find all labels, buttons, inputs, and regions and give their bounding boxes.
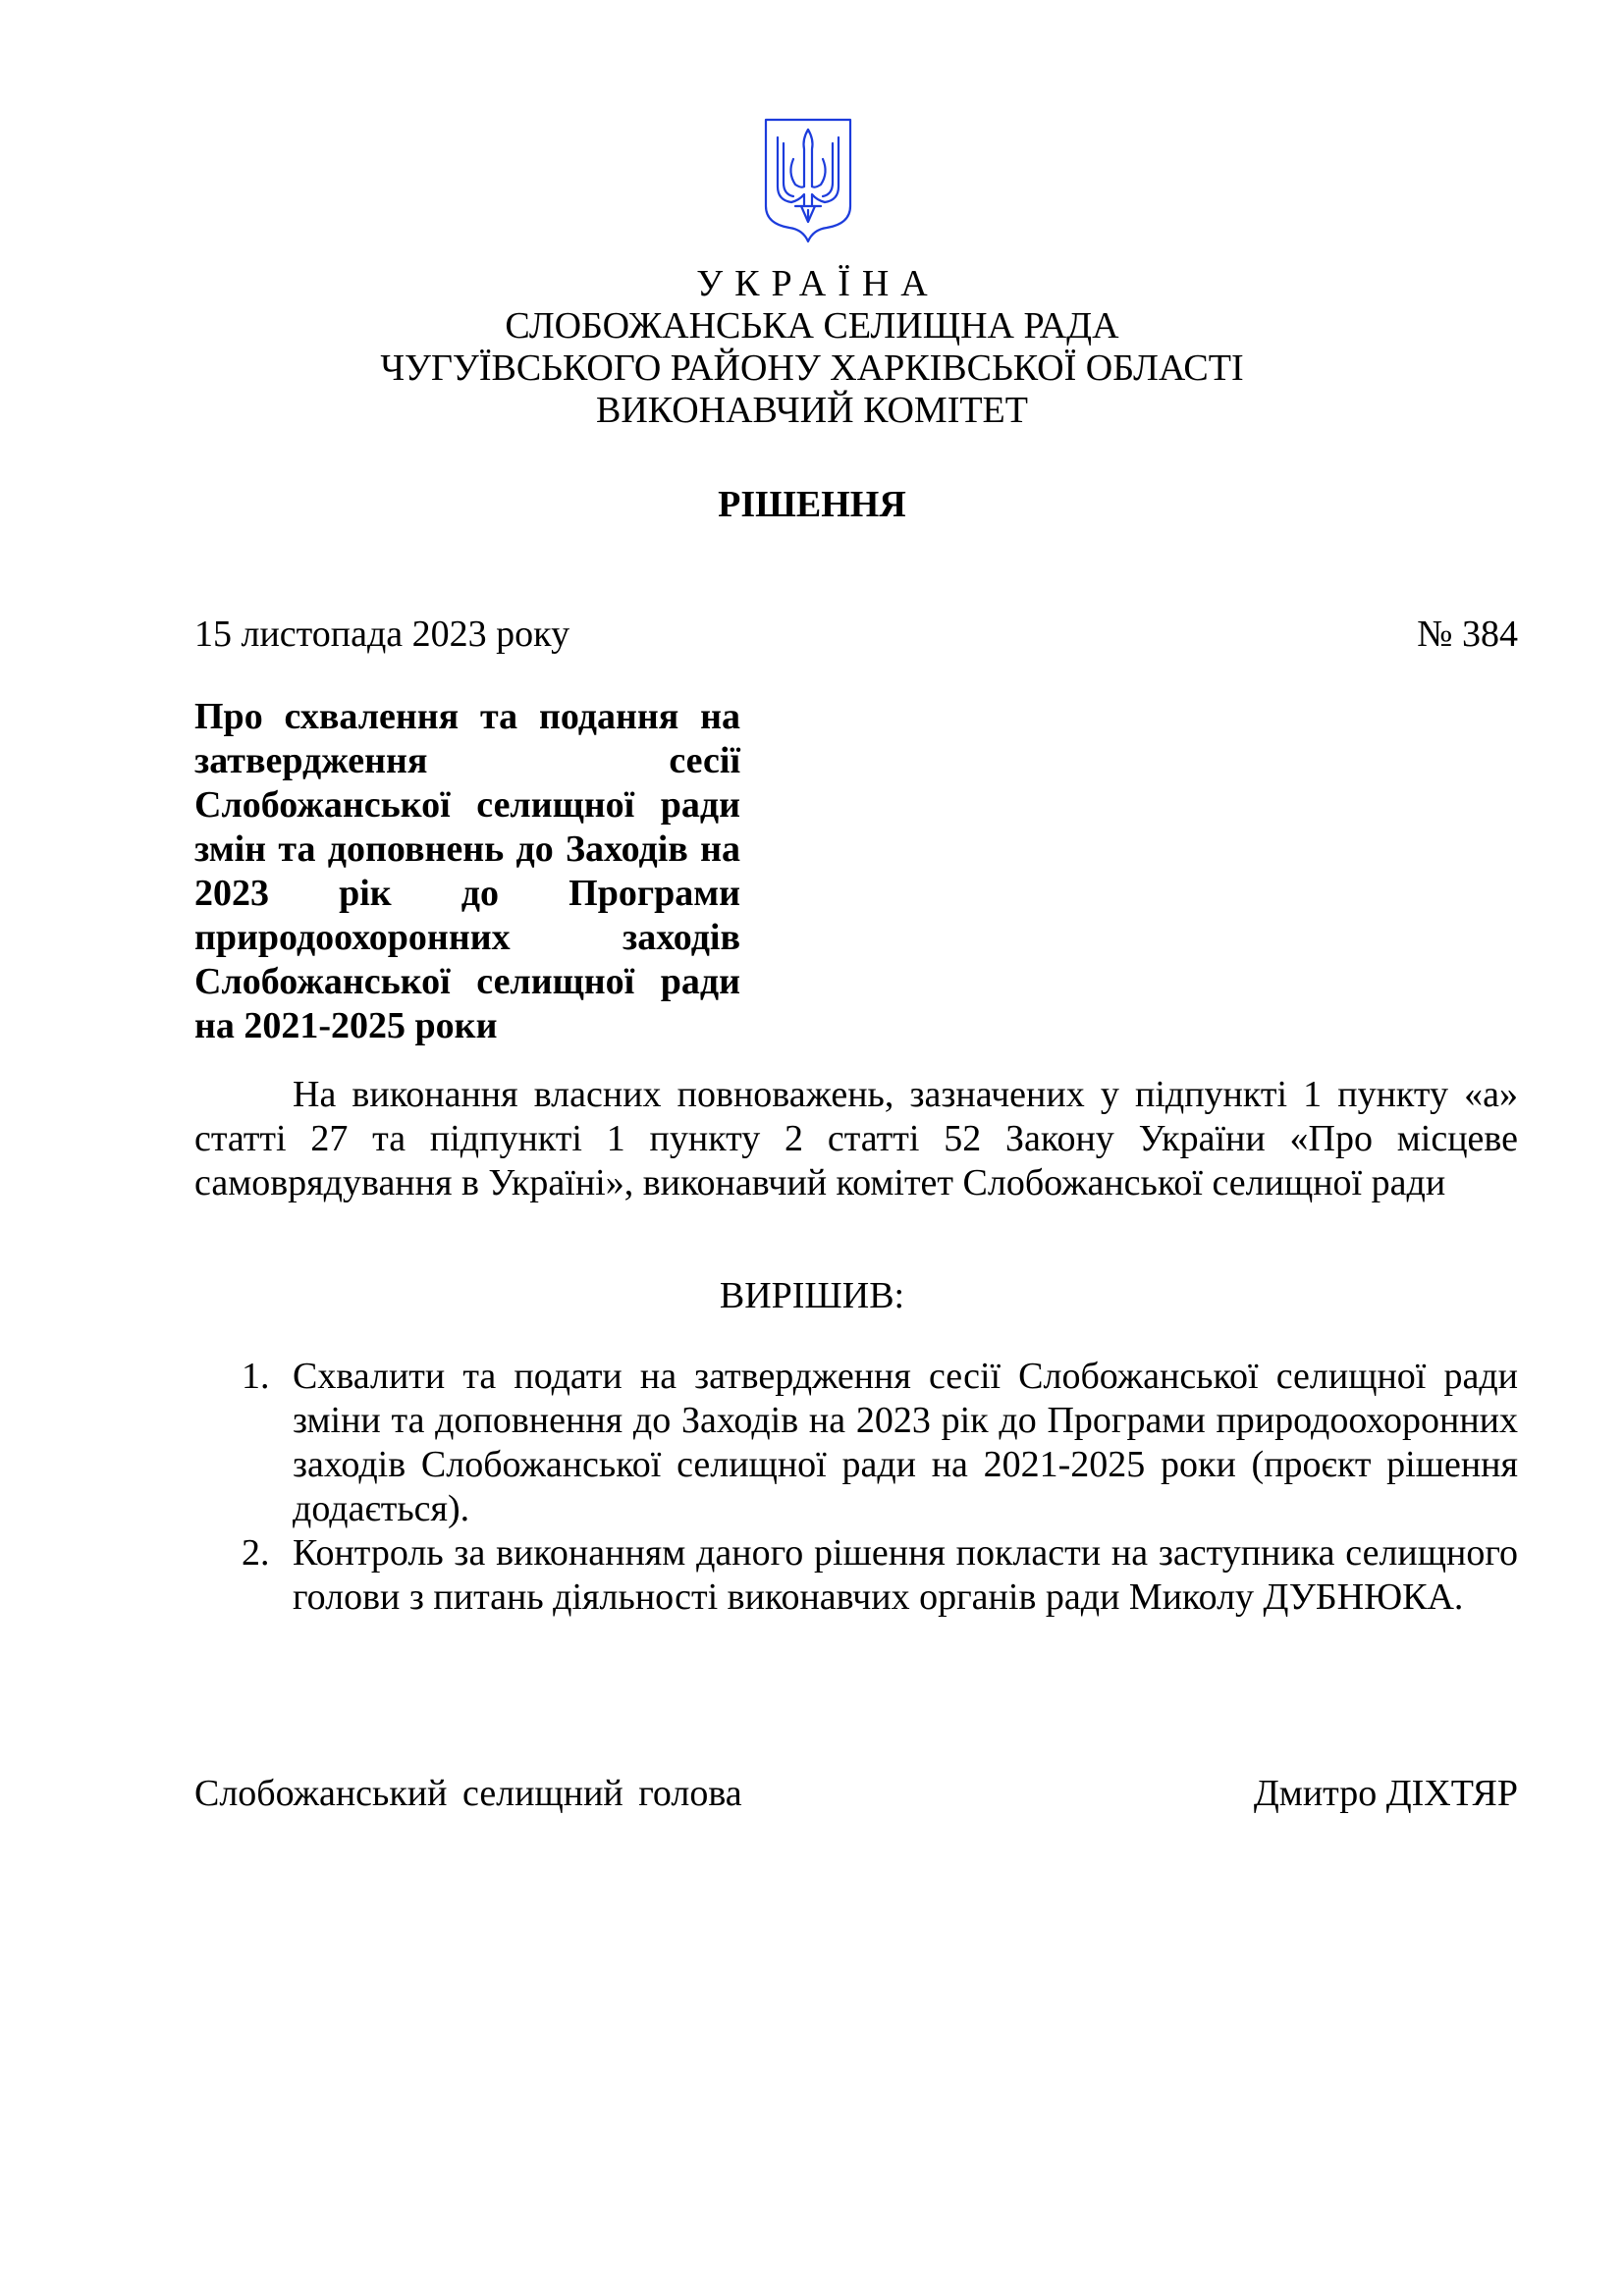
item-number: 2. bbox=[242, 1532, 270, 1574]
document-type: РІШЕННЯ bbox=[718, 484, 906, 525]
country-name: УКРАЇНА bbox=[696, 263, 940, 304]
resolved-heading: ВИРІШИВ: bbox=[719, 1275, 905, 1316]
district-name: ЧУГУЇВСЬКОГО РАЙОНУ ХАРКІВСЬКОЇ ОБЛАСТІ bbox=[380, 347, 1244, 389]
coat-of-arms-trident-icon bbox=[762, 116, 854, 245]
document-header bbox=[0, 263, 1624, 432]
council-name: СЛОБОЖАНСЬКА СЕЛИЩНА РАДА bbox=[505, 305, 1119, 347]
resolution-item bbox=[194, 1355, 1518, 1531]
signatory-name: Дмитро ДІХТЯР bbox=[1253, 1773, 1518, 1814]
item-number: 1. bbox=[242, 1356, 270, 1397]
resolution-items bbox=[194, 1355, 1518, 1620]
document-date: 15 листопада 2023 року bbox=[194, 614, 570, 655]
preamble-paragraph: На виконання власних повноважень, зазначених у підпункті 1 пункту «а» статті 27 та підпункті 1 пункту 2 статті 52 Закону України «Про місцеве самоврядування в Україні», виконавчий комітет Слобожанської селищної ради bbox=[194, 1074, 1518, 1203]
signatory-position: Слобожанський селищний голова bbox=[194, 1773, 742, 1814]
committee-name: ВИКОНАВЧИЙ КОМІТЕТ bbox=[596, 390, 1028, 431]
document-subject: Про схвалення та подання на затвердження сесії Слобожанської селищної ради змін та доповнень до Заходів на 2023 рік до Програми природоохоронних заходів Слобожанської селищної ради на 2021-2025 роки bbox=[194, 696, 740, 1046]
document-number: № 384 bbox=[1417, 614, 1518, 655]
item-text: Схвалити та подати на затвердження сесії Слобожанської селищної ради зміни та доповнення до Заходів на 2023 рік до Програми природоохоронних заходів Слобожанської селищної ради на 2021-2025 роки (проєкт рішення додається). bbox=[293, 1356, 1518, 1529]
resolution-item bbox=[194, 1531, 1518, 1620]
item-text: Контроль за виконанням даного рішення покласти на заступника селищного голови з питань діяльності виконавчих органів ради Миколу ДУБНЮКА. bbox=[293, 1532, 1518, 1618]
